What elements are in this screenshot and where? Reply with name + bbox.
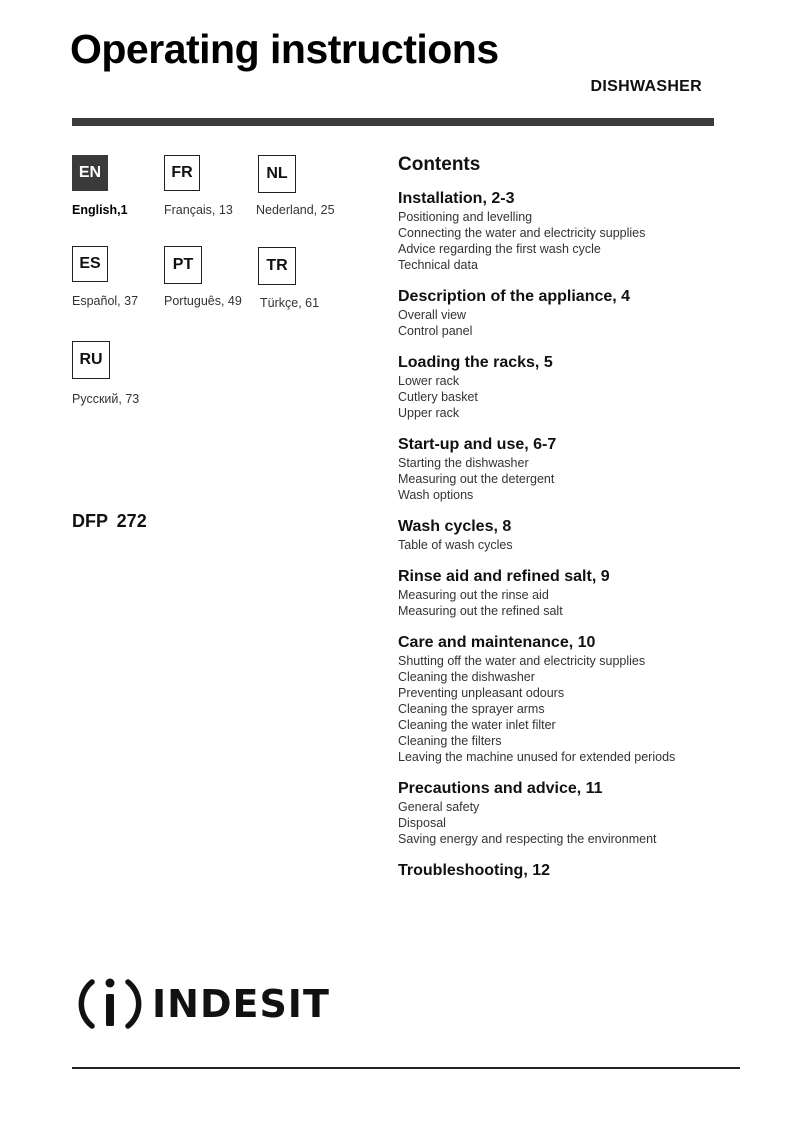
footer-divider: [72, 1067, 740, 1069]
toc-heading[interactable]: Loading the racks, 5: [398, 354, 553, 371]
language-code-box[interactable]: RU: [72, 341, 110, 379]
toc-item[interactable]: Advice regarding the first wash cycle: [398, 242, 601, 256]
language-code-box[interactable]: FR: [164, 155, 200, 191]
toc-item[interactable]: Measuring out the refined salt: [398, 604, 563, 618]
language-label: Português, 49: [164, 294, 242, 308]
toc-item[interactable]: Measuring out the detergent: [398, 472, 555, 486]
toc-item[interactable]: Wash options: [398, 488, 474, 502]
language-en[interactable]: [72, 155, 172, 217]
toc-heading[interactable]: Troubleshooting, 12: [398, 862, 551, 879]
toc-item[interactable]: Table of wash cycles: [398, 538, 513, 552]
toc-item[interactable]: Cleaning the filters: [398, 734, 502, 748]
toc-item[interactable]: Disposal: [398, 816, 446, 830]
toc-heading[interactable]: Start-up and use, 6-7: [398, 436, 557, 453]
toc-item[interactable]: Starting the dishwasher: [398, 456, 529, 470]
indesit-power-icon: [78, 972, 142, 1036]
toc-section-rinse-aid: [398, 567, 768, 619]
toc-item[interactable]: Measuring out the rinse aid: [398, 588, 549, 602]
toc-item[interactable]: Cleaning the dishwasher: [398, 670, 535, 684]
language-es[interactable]: [72, 246, 172, 308]
toc-section-description: [398, 287, 768, 339]
toc-item[interactable]: Lower rack: [398, 374, 460, 388]
language-code-box[interactable]: PT: [164, 246, 202, 284]
toc-item[interactable]: Overall view: [398, 308, 467, 322]
model-number: DFP 272: [72, 511, 147, 531]
language-ru[interactable]: [72, 341, 172, 406]
language-code-box[interactable]: ES: [72, 246, 108, 282]
language-label: Türkçe, 61: [260, 296, 320, 310]
language-label: Русский, 73: [72, 392, 140, 406]
toc-heading[interactable]: Care and maintenance, 10: [398, 634, 596, 651]
toc-item[interactable]: Saving energy and respecting the environment: [398, 832, 657, 846]
toc-item[interactable]: Cutlery basket: [398, 390, 478, 404]
language-label: Nederland, 25: [256, 203, 335, 217]
contents-title: Contents: [398, 154, 481, 175]
toc-heading[interactable]: Rinse aid and refined salt, 9: [398, 568, 610, 585]
language-label: Français, 13: [164, 203, 233, 217]
toc-section-wash-cycles: [398, 517, 768, 553]
toc-item[interactable]: Control panel: [398, 324, 473, 338]
toc-section-installation: [398, 189, 768, 273]
language-label: Español, 37: [72, 294, 139, 308]
toc-item[interactable]: Cleaning the water inlet filter: [398, 718, 556, 732]
language-label: English,1: [72, 203, 128, 217]
toc-section-loading: [398, 353, 768, 421]
language-code-box[interactable]: TR: [258, 247, 296, 285]
page-title: Operating instructions: [70, 26, 499, 72]
toc-item[interactable]: Connecting the water and electricity supplies: [398, 226, 646, 240]
toc-heading[interactable]: Wash cycles, 8: [398, 518, 512, 535]
toc-item[interactable]: Shutting off the water and electricity supplies: [398, 654, 646, 668]
toc-item[interactable]: Cleaning the sprayer arms: [398, 702, 545, 716]
language-fr[interactable]: [164, 155, 264, 217]
toc-item[interactable]: Positioning and levelling: [398, 210, 533, 224]
toc-item[interactable]: General safety: [398, 800, 480, 814]
toc-heading[interactable]: Installation, 2-3: [398, 190, 515, 207]
toc-section-care: [398, 633, 768, 765]
product-category: DISHWASHER: [590, 78, 702, 95]
language-code-box[interactable]: NL: [258, 155, 296, 193]
language-tr[interactable]: [258, 247, 358, 310]
language-pt[interactable]: [164, 246, 264, 308]
toc-section-startup: [398, 435, 768, 503]
language-code-box[interactable]: EN: [72, 155, 108, 191]
toc-item[interactable]: Technical data: [398, 258, 478, 272]
header-divider: [72, 118, 714, 126]
language-nl[interactable]: [258, 155, 358, 217]
toc-item[interactable]: Upper rack: [398, 406, 460, 420]
toc-heading[interactable]: Precautions and advice, 11: [398, 780, 603, 797]
toc-section-troubleshooting: [398, 861, 768, 880]
indesit-logo: [78, 972, 330, 1036]
brand-wordmark: INDESIT: [152, 982, 330, 1026]
toc-item[interactable]: Preventing unpleasant odours: [398, 686, 565, 700]
toc-section-precautions: [398, 779, 768, 847]
toc-heading[interactable]: Description of the appliance, 4: [398, 288, 631, 305]
table-of-contents: [398, 154, 768, 894]
toc-item[interactable]: Leaving the machine unused for extended periods: [398, 750, 676, 764]
